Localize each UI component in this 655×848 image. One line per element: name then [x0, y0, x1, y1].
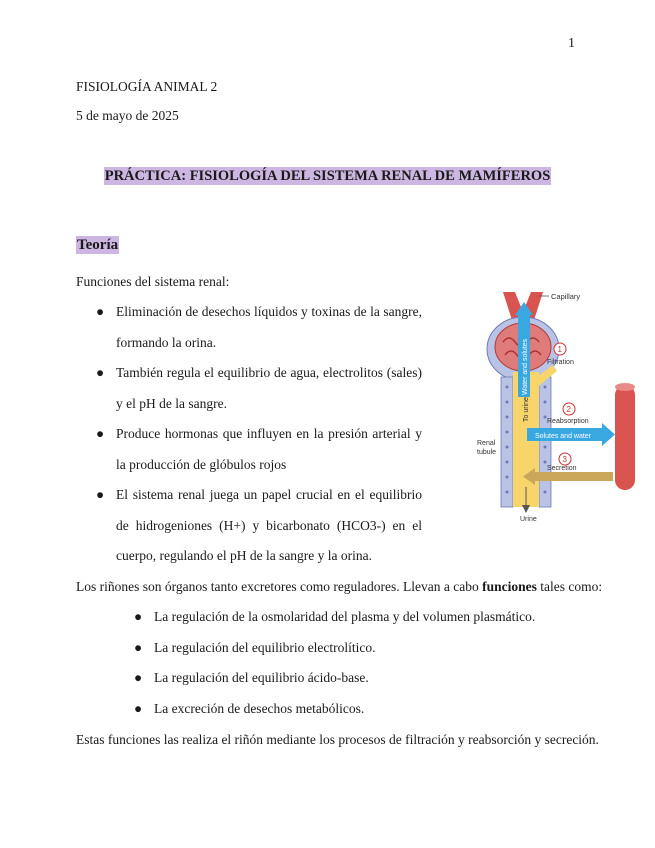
urine-label: Urine	[520, 516, 537, 523]
bullet-icon: ●	[96, 304, 105, 319]
bullet-icon: ●	[134, 670, 143, 685]
bullet-icon: ●	[96, 365, 105, 380]
capillary-label: Capillary	[551, 292, 581, 301]
section-heading	[76, 237, 119, 254]
step-2-number: 2	[566, 405, 571, 414]
list-item	[115, 663, 535, 694]
renal-tubule-label-line1: Renal	[477, 440, 496, 447]
intro-text: Funciones del sistema renal:	[76, 274, 230, 289]
closing-paragraph: Estas funciones las realiza el riñón mediante los procesos de filtración y reabsorción y secreción.	[76, 732, 599, 747]
list-item-text: La regulación del equilibrio ácido-base.	[154, 670, 369, 685]
list-item-text: El sistema renal juega un papel crucial en el equilibrio de hidrogeniones (H+) y bicarbonato (HCO3-) en el cuerpo, regulando el pH de la sangre y la orina.	[116, 487, 422, 563]
kidneys-paragraph-bold: funciones	[482, 579, 537, 594]
renal-tubule-left-wall	[501, 377, 513, 507]
page-number: 1	[568, 36, 575, 51]
nephron-figure	[465, 287, 640, 527]
list-item	[115, 602, 535, 633]
renal-functions-list	[76, 297, 422, 572]
list-item	[115, 633, 535, 664]
kidneys-paragraph	[76, 579, 636, 595]
to-urine-label: To urine	[523, 397, 530, 422]
list-item	[76, 480, 422, 572]
list-item	[115, 694, 535, 725]
list-item-text: La excreción de desechos metabólicos.	[154, 700, 365, 716]
bullet-icon: ●	[96, 487, 105, 502]
solutes-water-label: Solutes and water	[535, 433, 592, 440]
bullet-icon: ●	[96, 426, 105, 441]
list-item-text: También regula el equilibrio de agua, electrolitos (sales) y el pH de la sangre.	[116, 365, 422, 411]
list-item	[76, 419, 422, 480]
reabsorption-label: Reabsorption	[547, 418, 589, 425]
section-heading-text: Teoría	[77, 237, 119, 253]
kidney-functions-list	[115, 602, 535, 724]
bullet-icon: ●	[134, 700, 143, 716]
bullet-icon: ●	[134, 639, 143, 655]
renal-tubule-right-wall	[539, 377, 551, 507]
water-solutes-label: Water and solutes	[522, 338, 529, 395]
filtration-label: Filtration	[547, 359, 574, 366]
kidneys-paragraph-text: Los riñones son órganos tanto excretores como reguladores. Llevan a cabo	[76, 579, 483, 594]
bullet-icon: ●	[134, 609, 143, 624]
list-item-text: La regulación del equilibrio electrolítico.	[154, 639, 376, 655]
step-1-number: 1	[557, 345, 562, 354]
list-item-text: La regulación de la osmolaridad del plasma y del volumen plasmático.	[154, 609, 536, 624]
step-3-number: 3	[562, 455, 567, 464]
list-item-text: Produce hormonas que influyen en la presión arterial y la producción de glóbulos rojos	[116, 426, 422, 472]
page-title	[0, 168, 655, 185]
list-item-text: Eliminación de desechos líquidos y toxinas de la sangre, formando la orina.	[116, 304, 422, 350]
page-title-text: PRÁCTICA: FISIOLOGÍA DEL SISTEMA RENAL DE MAMÍFEROS	[104, 168, 551, 184]
list-item	[76, 297, 422, 358]
secretion-arrow	[535, 472, 613, 481]
list-item	[76, 358, 422, 419]
date: 5 de mayo de 2025	[76, 108, 179, 123]
peritubular-capillary	[615, 385, 635, 490]
kidneys-paragraph-text-end: tales como:	[536, 579, 603, 594]
course-name: FISIOLOGÍA ANIMAL 2	[76, 79, 218, 94]
secretion-label: Secretion	[547, 465, 577, 472]
renal-tubule-label-line2: tubule	[477, 449, 497, 456]
